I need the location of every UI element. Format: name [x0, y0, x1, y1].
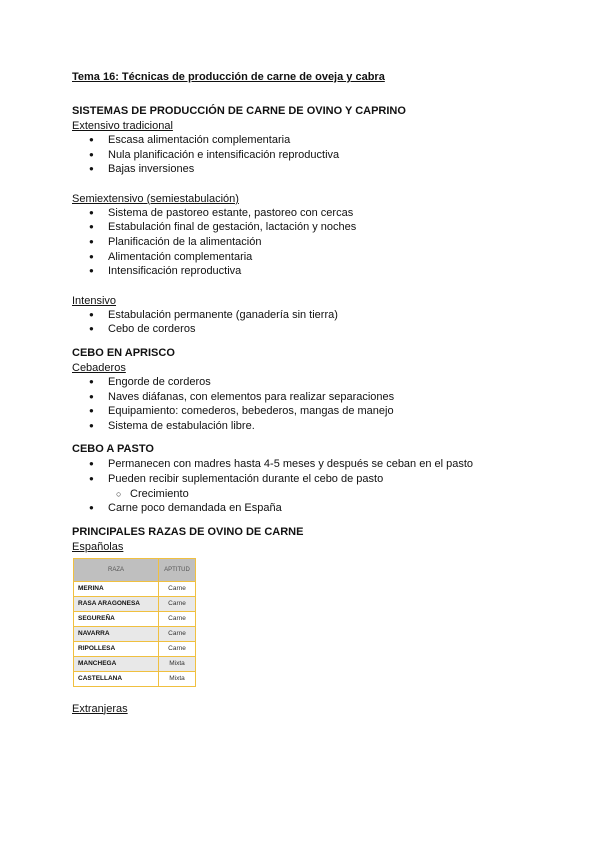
sub-list-item: ○ Crecimiento [72, 487, 542, 502]
list-item: ● Naves diáfanas, con elementos para realizar separaciones [72, 390, 542, 405]
list-extensivo [72, 133, 542, 177]
list-item: ● Planificación de la alimentación [72, 235, 542, 250]
list-item: ● Cebo de corderos [72, 322, 542, 337]
breed-name: NAVARRA [74, 626, 159, 641]
column-header-aptitud: APTITUD [159, 558, 196, 581]
section-heading-cebo-pasto: CEBO A PASTO [72, 443, 154, 456]
table-row [74, 671, 196, 686]
subheading-cebaderos: Cebaderos [72, 361, 126, 374]
document-page [72, 70, 542, 716]
list-item: ● Escasa alimentación complementaria [72, 133, 542, 148]
list-item: ● Permanecen con madres hasta 4-5 meses y después se ceban en el pasto [72, 457, 542, 472]
subheading-espanolas: Españolas [72, 540, 124, 553]
table-row [74, 626, 196, 641]
list-item: ● Alimentación complementaria [72, 250, 542, 265]
semiextensivo-note: (semiestabulación) [143, 192, 239, 205]
list-item: ● Estabulación final de gestación, lactación y noches [72, 220, 542, 235]
section-heading-sistemas: SISTEMAS DE PRODUCCIÓN DE CARNE DE OVINO Y CAPRINO [72, 105, 406, 117]
list-item: ● Estabulación permanente (ganadería sin tierra) [72, 308, 542, 323]
subheading-extensivo: Extensivo tradicional [72, 120, 173, 132]
breed-name: MERINA [74, 581, 159, 596]
breeds-table [73, 558, 196, 687]
sublist-cebo-pasto [72, 487, 542, 502]
section-heading-razas: PRINCIPALES RAZAS DE OVINO DE CARNE [72, 525, 304, 538]
list-semiextensivo [72, 206, 542, 279]
list-item: ● Intensificación reproductiva [72, 264, 542, 279]
table-row [74, 656, 196, 671]
table-row [74, 596, 196, 611]
list-cebo-pasto-cont [72, 501, 542, 516]
breed-aptitude: Carne [159, 626, 196, 641]
breed-aptitude: Carne [159, 641, 196, 656]
table-row [74, 581, 196, 596]
breed-name: MANCHEGA [74, 656, 159, 671]
list-item: ● Sistema de pastoreo estante, pastoreo con cercas [72, 206, 542, 221]
table-row [74, 641, 196, 656]
breed-aptitude: Mixta [159, 656, 196, 671]
breed-name: CASTELLANA [74, 671, 159, 686]
list-item: ● Bajas inversiones [72, 162, 542, 177]
subheading-extranjeras: Extranjeras [72, 702, 128, 715]
breed-name: RASA ARAGONESA [74, 596, 159, 611]
list-cebo-pasto [72, 457, 542, 486]
list-item: ● Equipamiento: comederos, bebederos, mangas de manejo [72, 404, 542, 419]
breed-aptitude: Mixta [159, 671, 196, 686]
section-heading-cebo-aprisco: CEBO EN APRISCO [72, 346, 175, 359]
semiextensivo-label: Semiextensivo [72, 192, 144, 205]
list-item: ● Sistema de estabulación libre. [72, 419, 542, 434]
subheading-intensivo: Intensivo [72, 294, 117, 307]
list-item: ● Pueden recibir suplementación durante el cebo de pasto [72, 472, 542, 487]
table-row [74, 611, 196, 626]
list-item: ● Carne poco demandada en España [72, 501, 542, 516]
breed-name: RIPOLLESA [74, 641, 159, 656]
table-header-row [74, 558, 196, 581]
list-item: ● Engorde de corderos [72, 375, 542, 390]
breed-aptitude: Carne [159, 581, 196, 596]
breed-aptitude: Carne [159, 596, 196, 611]
list-item: ● Nula planificación e intensificación reproductiva [72, 148, 542, 163]
list-intensivo [72, 308, 542, 337]
breed-name: SEGUREÑA [74, 611, 159, 626]
breed-aptitude: Carne [159, 611, 196, 626]
column-header-raza: RAZA [74, 558, 159, 581]
document-title: Tema 16: Técnicas de producción de carne de oveja y cabra [72, 71, 385, 83]
list-cebaderos [72, 375, 542, 433]
subheading-semiextensivo [72, 192, 542, 206]
